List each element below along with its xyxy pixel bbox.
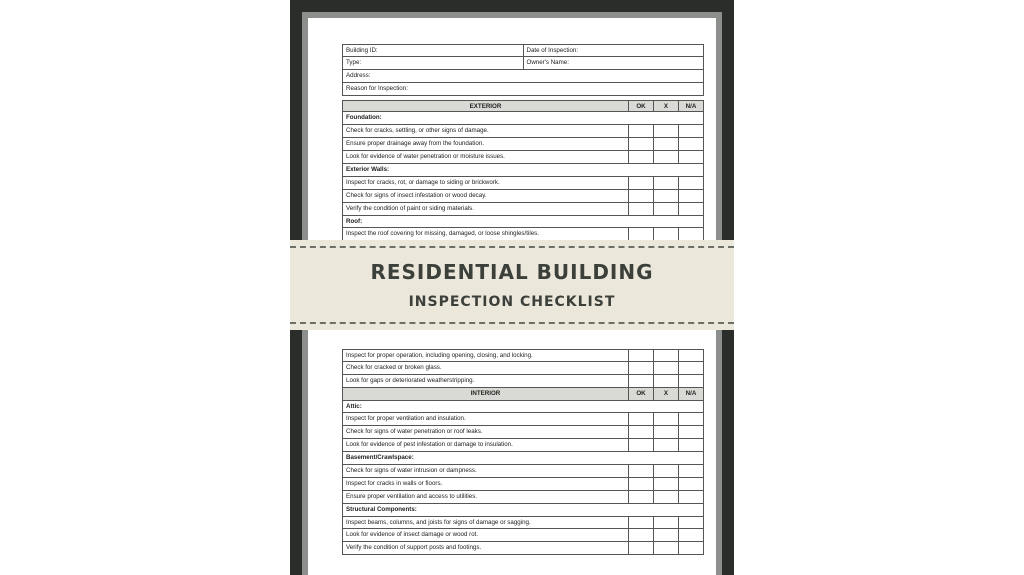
ok-checkbox[interactable] bbox=[628, 203, 653, 215]
item-text: Look for gaps or deteriorated weatherstripping. bbox=[346, 376, 475, 384]
category-row bbox=[342, 401, 704, 414]
item-text: Look for evidence of water penetration or moisture issues. bbox=[346, 153, 505, 161]
item-text: Inspect for proper ventilation and insulation. bbox=[346, 415, 466, 423]
structural-title: Structural Components: bbox=[346, 505, 417, 513]
x-checkbox[interactable] bbox=[653, 190, 678, 202]
category-row bbox=[342, 504, 704, 517]
category-row bbox=[342, 112, 704, 125]
x-checkbox[interactable] bbox=[653, 125, 678, 137]
item-text: Look for evidence of insect damage or wood rot. bbox=[346, 531, 479, 539]
ok-checkbox[interactable] bbox=[628, 529, 653, 541]
checklist-row bbox=[342, 465, 704, 478]
x-checkbox[interactable] bbox=[653, 177, 678, 189]
interior-header bbox=[342, 388, 704, 401]
checklist-row bbox=[342, 151, 704, 164]
na-checkbox[interactable] bbox=[678, 228, 703, 240]
ok-checkbox[interactable] bbox=[628, 517, 653, 529]
ok-checkbox[interactable] bbox=[628, 375, 653, 387]
category-row bbox=[342, 164, 704, 177]
x-checkbox[interactable] bbox=[653, 478, 678, 490]
item-text: Ensure proper drainage away from the foundation. bbox=[346, 140, 484, 148]
item-text: Inspect the roof covering for missing, damaged, or loose shingles/tiles. bbox=[346, 230, 539, 238]
checklist-row bbox=[342, 190, 704, 203]
item-text: Check for cracked or broken glass. bbox=[346, 363, 442, 371]
ok-checkbox[interactable] bbox=[628, 190, 653, 202]
x-checkbox[interactable] bbox=[653, 426, 678, 438]
checklist-row bbox=[342, 491, 704, 504]
x-checkbox[interactable] bbox=[653, 491, 678, 503]
item-text: Check for signs of water intrusion or dampness. bbox=[346, 467, 477, 475]
na-checkbox[interactable] bbox=[678, 426, 703, 438]
x-checkbox[interactable] bbox=[653, 529, 678, 541]
exterior-header bbox=[342, 100, 704, 113]
x-checkbox[interactable] bbox=[653, 375, 678, 387]
item-text: Inspect for cracks in walls or floors. bbox=[346, 479, 443, 487]
item-text: Inspect beams, columns, and joists for signs of damage or sagging. bbox=[346, 518, 531, 526]
checklist-top bbox=[342, 44, 704, 241]
date-field: Date of Inspection: bbox=[523, 45, 704, 56]
item-text: Inspect for proper operation, including opening, closing, and locking. bbox=[346, 352, 533, 359]
info-row bbox=[342, 83, 704, 96]
checklist-row bbox=[342, 426, 704, 439]
ok-checkbox[interactable] bbox=[628, 228, 653, 240]
x-column-header: X bbox=[653, 388, 678, 400]
na-checkbox[interactable] bbox=[678, 439, 703, 451]
x-checkbox[interactable] bbox=[653, 439, 678, 451]
info-row bbox=[342, 70, 704, 83]
checklist-row bbox=[342, 478, 704, 491]
roof-title: Roof: bbox=[346, 217, 363, 225]
na-column-header: N/A bbox=[678, 388, 703, 400]
checklist-row bbox=[342, 125, 704, 138]
ok-checkbox[interactable] bbox=[628, 426, 653, 438]
ok-checkbox[interactable] bbox=[628, 465, 653, 477]
na-checkbox[interactable] bbox=[678, 542, 703, 554]
type-field: Type: bbox=[346, 58, 362, 66]
na-checkbox[interactable] bbox=[678, 465, 703, 477]
walls-title: Exterior Walls: bbox=[346, 166, 390, 174]
item-text: Inspect for cracks, rot, or damage to siding or brickwork. bbox=[346, 178, 500, 186]
reason-field: Reason for Inspection: bbox=[346, 84, 408, 92]
ok-checkbox[interactable] bbox=[628, 439, 653, 451]
ok-checkbox[interactable] bbox=[628, 350, 653, 361]
na-checkbox[interactable] bbox=[678, 362, 703, 374]
x-checkbox[interactable] bbox=[653, 350, 678, 361]
item-text: Check for signs of water penetration or roof leaks. bbox=[346, 428, 483, 436]
ok-checkbox[interactable] bbox=[628, 542, 653, 554]
item-text: Verify the condition of support posts and footings. bbox=[346, 544, 482, 552]
x-column-header: X bbox=[653, 101, 678, 112]
na-checkbox[interactable] bbox=[678, 491, 703, 503]
building-id-field: Building ID: bbox=[346, 47, 378, 54]
exterior-heading: EXTERIOR bbox=[469, 102, 502, 110]
x-checkbox[interactable] bbox=[653, 413, 678, 425]
attic-title: Attic: bbox=[346, 402, 362, 410]
na-checkbox[interactable] bbox=[678, 190, 703, 202]
checklist-row bbox=[342, 362, 704, 375]
ok-checkbox[interactable] bbox=[628, 151, 653, 163]
foundation-title: Foundation: bbox=[346, 114, 382, 122]
ok-checkbox[interactable] bbox=[628, 125, 653, 137]
x-checkbox[interactable] bbox=[653, 362, 678, 374]
item-text: Verify the condition of paint or siding materials. bbox=[346, 204, 474, 212]
na-checkbox[interactable] bbox=[678, 529, 703, 541]
ok-checkbox[interactable] bbox=[628, 177, 653, 189]
na-column-header: N/A bbox=[678, 101, 703, 112]
na-checkbox[interactable] bbox=[678, 517, 703, 529]
item-text: Check for signs of insect infestation or wood decay. bbox=[346, 191, 487, 199]
checklist-row bbox=[342, 349, 704, 362]
ok-checkbox[interactable] bbox=[628, 478, 653, 490]
checklist-row bbox=[342, 517, 704, 530]
ok-checkbox[interactable] bbox=[628, 413, 653, 425]
x-checkbox[interactable] bbox=[653, 465, 678, 477]
item-text: Ensure proper ventilation and access to utilities. bbox=[346, 492, 478, 500]
cover-subtitle: INSPECTION CHECKLIST bbox=[408, 294, 616, 310]
category-row bbox=[342, 452, 704, 465]
na-checkbox[interactable] bbox=[678, 350, 703, 361]
cover-title: RESIDENTIAL BUILDING bbox=[370, 260, 654, 284]
x-checkbox[interactable] bbox=[653, 138, 678, 150]
x-checkbox[interactable] bbox=[653, 517, 678, 529]
na-checkbox[interactable] bbox=[678, 203, 703, 215]
checklist-row bbox=[342, 542, 704, 555]
address-field: Address: bbox=[346, 71, 371, 79]
ok-column-header: OK bbox=[628, 101, 653, 112]
na-checkbox[interactable] bbox=[678, 177, 703, 189]
ok-checkbox[interactable] bbox=[628, 362, 653, 374]
ok-checkbox[interactable] bbox=[628, 138, 653, 150]
na-checkbox[interactable] bbox=[678, 413, 703, 425]
na-checkbox[interactable] bbox=[678, 125, 703, 137]
checklist-row bbox=[342, 138, 704, 151]
owner-field: Owner's Name: bbox=[523, 57, 704, 69]
basement-title: Basement/Crawlspace: bbox=[346, 454, 414, 462]
title-banner bbox=[290, 240, 734, 330]
category-row bbox=[342, 216, 704, 229]
x-checkbox[interactable] bbox=[653, 151, 678, 163]
na-checkbox[interactable] bbox=[678, 151, 703, 163]
item-text: Check for cracks, settling, or other signs of damage. bbox=[346, 127, 489, 135]
na-checkbox[interactable] bbox=[678, 138, 703, 150]
na-checkbox[interactable] bbox=[678, 478, 703, 490]
item-text: Look for evidence of pest infestation or damage to insulation. bbox=[346, 441, 513, 449]
checklist-row bbox=[342, 203, 704, 216]
x-checkbox[interactable] bbox=[653, 228, 678, 240]
checklist-bottom bbox=[342, 349, 704, 555]
x-checkbox[interactable] bbox=[653, 542, 678, 554]
interior-heading: INTERIOR bbox=[470, 389, 501, 397]
ok-checkbox[interactable] bbox=[628, 491, 653, 503]
checklist-row bbox=[342, 375, 704, 388]
checklist-row bbox=[342, 529, 704, 542]
ok-column-header: OK bbox=[628, 388, 653, 400]
checklist-row bbox=[342, 177, 704, 190]
checklist-row bbox=[342, 439, 704, 452]
info-row bbox=[342, 57, 704, 70]
na-checkbox[interactable] bbox=[678, 375, 703, 387]
info-row bbox=[342, 44, 704, 57]
x-checkbox[interactable] bbox=[653, 203, 678, 215]
checklist-row bbox=[342, 413, 704, 426]
